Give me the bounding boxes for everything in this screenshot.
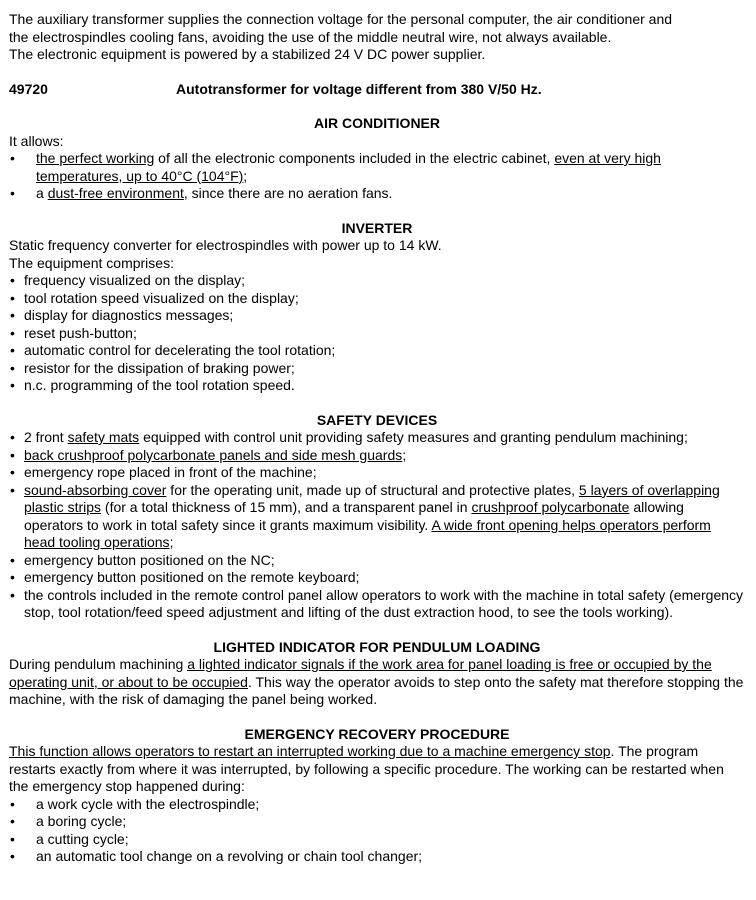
text: 2 front (24, 429, 68, 445)
emergency-recovery-section (9, 726, 745, 866)
list-item (9, 185, 745, 203)
bullet-list (9, 150, 745, 203)
bullet-list (9, 429, 745, 622)
list-item: • display for diagnostics messages; (9, 307, 745, 325)
section-title: SAFETY DEVICES (316, 411, 438, 428)
section-title: EMERGENCY RECOVERY PROCEDURE (244, 725, 510, 742)
list-item: • the controls included in the remote control panel allow operators to work with the machine in total safety (emergency stop, tool rotation/feed speed adjustment and lifting of the dust extraction hood, to see the tools working). (9, 587, 745, 622)
list-item (9, 482, 745, 552)
list-item (9, 150, 745, 185)
list-item: • tool rotation speed visualized on the display; (9, 290, 745, 308)
list-item: • a work cycle with the electrospindle; (9, 796, 745, 814)
text: During pendulum machining (9, 656, 188, 672)
safety-devices-section (9, 412, 745, 622)
underlined-text: crushproof polycarbonate (471, 499, 630, 515)
inverter-section (9, 220, 745, 395)
document-page (9, 11, 745, 866)
underlined-text: 5 layers of overlapping plastic strips (24, 481, 720, 515)
text: for the operating unit, made up of structural and protective plates, (166, 481, 579, 498)
underlined-text: dust-free environment (47, 185, 184, 201)
underlined-text: safety mats (67, 429, 140, 445)
section-line: Static frequency converter for electrospindles with power up to 14 kW. (9, 237, 442, 253)
section-title: AIR CONDITIONER (314, 115, 440, 131)
intro-line: The electronic equipment is powered by a stabilized 24 V DC power supplier. (9, 46, 486, 62)
list-item: • automatic control for decelerating the tool rotation; (9, 342, 745, 360)
list-item: • emergency button positioned on the remote keyboard; (9, 569, 745, 587)
option-row (9, 81, 745, 99)
text: ; (402, 446, 407, 463)
list-item: • emergency button positioned on the NC; (9, 552, 745, 570)
bullet-list (9, 272, 745, 395)
section-line: The equipment comprises: (9, 254, 174, 271)
list-item: • resistor for the dissipation of braking power; (9, 360, 745, 378)
option-title: Autotransformer for voltage different from 380 V/50 Hz. (176, 80, 542, 97)
text: (for a total thickness of 15 mm), and a transparent panel in (101, 499, 472, 515)
section-title: LIGHTED INDICATOR FOR PENDULUM LOADING (213, 638, 541, 655)
text: ; (169, 534, 174, 550)
section-lead: It allows: (9, 132, 64, 149)
text: ; (243, 167, 248, 184)
underlined-text: a lighted indicator signals if the work area for panel loading is free or occupied by the operating unit, or about to be occupied (9, 656, 712, 690)
underlined-text: even at very high temperatures, up to 40°C (104°F) (36, 150, 661, 184)
list-item: • reset push-button; (9, 325, 745, 343)
text: allowing operators to work in total safety since it grants maximum visibility. (24, 499, 684, 533)
list-item: • emergency rope placed in front of the machine; (9, 464, 745, 482)
text: a (36, 185, 48, 201)
underlined-text: This function allows operators to restart an interrupted working due to a machine emergency stop (9, 743, 611, 759)
intro-line: the electrospindles cooling fans, avoiding the use of the middle neutral wire, not always available. (9, 28, 612, 45)
underlined-text: the perfect working (36, 150, 155, 166)
section-paragraph (9, 656, 745, 709)
list-item (9, 429, 745, 447)
list-item: • n.c. programming of the tool rotation speed. (9, 377, 745, 395)
section-title: INVERTER (341, 219, 413, 236)
underlined-text: sound-absorbing cover (24, 481, 167, 498)
text: of all the electronic components included in the electric cabinet, (154, 150, 555, 166)
option-code: 49720 (9, 80, 48, 97)
text: equipped with control unit providing safety measures and granting pendulum machining; (139, 429, 688, 445)
section-paragraph (9, 743, 745, 796)
text: . This way the operator avoids to step onto the safety mat therefore stopping the machine, with the risk of damaging the panel being worked. (9, 673, 744, 707)
list-item: • a boring cycle; (9, 813, 745, 831)
air-conditioner-section (9, 115, 745, 203)
bullet-list (9, 796, 745, 866)
list-item: • an automatic tool change on a revolving or chain tool changer; (9, 848, 745, 866)
lighted-indicator-section (9, 639, 745, 709)
list-item: • frequency visualized on the display; (9, 272, 745, 290)
list-item (9, 447, 745, 465)
intro-line: The auxiliary transformer supplies the connection voltage for the personal computer, the air conditioner and (9, 11, 673, 27)
text: , since there are no aeration fans. (183, 185, 393, 201)
list-item: • a cutting cycle; (9, 831, 745, 849)
underlined-text: back crushproof polycarbonate panels and side mesh guards (24, 446, 403, 463)
intro-paragraph (9, 11, 745, 64)
text: . The program restarts exactly from where it was interrupted, by following a specific procedure. The working can be restarted when the emergency stop happened during: (9, 743, 724, 794)
underlined-text: A wide front opening helps operators perform head tooling operations (24, 516, 711, 550)
